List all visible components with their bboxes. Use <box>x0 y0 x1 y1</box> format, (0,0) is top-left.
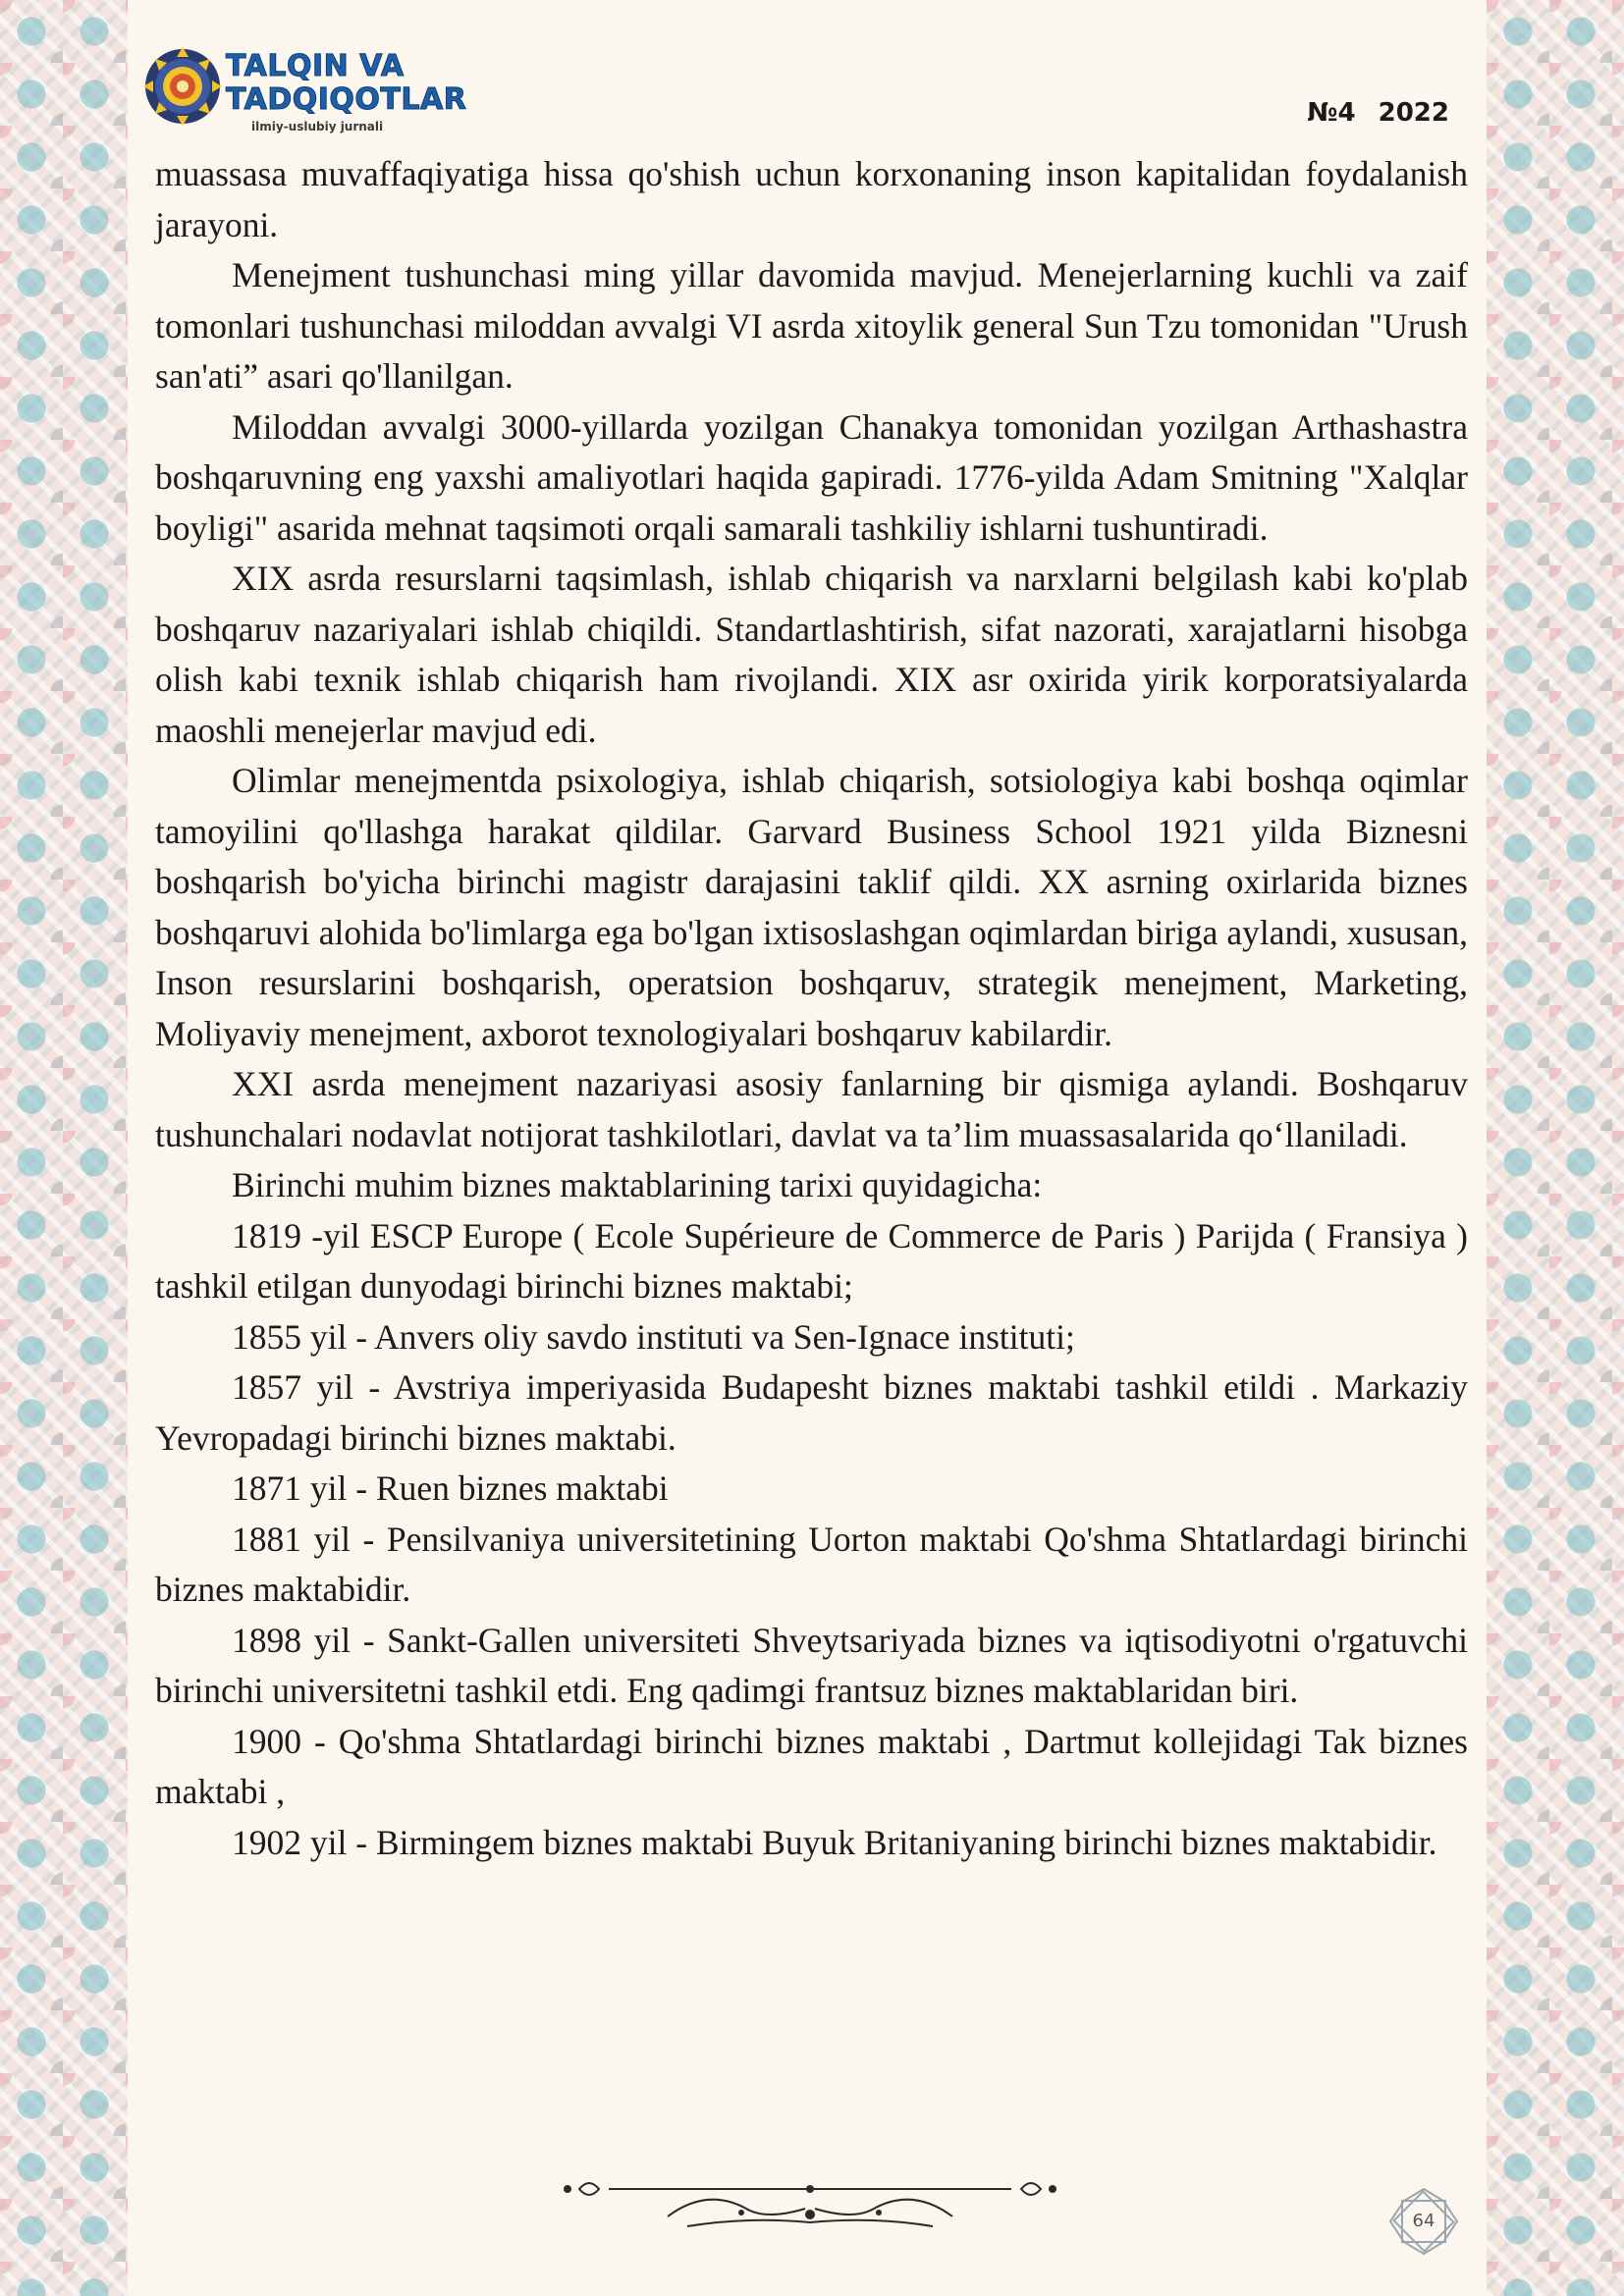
paragraph: XIX asrda resurslarni taqsimlash, ishlab chiqarish va narxlarni belgilash kabi ko'plab boshqaruv nazariyalari ishlab chiqildi. Standartlashtirish, sifat nazorati, xarajatlarni hisobga olish kabi texnik ishlab chiqarish ham rivojlandi. XIX asr oxirida yirik korporatsiyalarda maoshli menejerlar mavjud edi. <box>155 559 1468 750</box>
paragraph: muassasa muvaffaqiyatiga hissa qo'shish uchun korxonaning inson kapitalidan foydalanish jarayoni. <box>155 154 1468 244</box>
list-item: 1900 - Qo'shma Shtatlardagi birinchi biznes maktabi , Dartmut kollejidagi Tak biznes maktabi , <box>155 1721 1468 1811</box>
issue-number: №4 <box>1307 98 1356 128</box>
issue-info <box>1307 98 1449 128</box>
paragraph: XXI asrda menejment nazariyasi asosiy fanlarning bir qismiga aylandi. Boshqaruv tushunchalari nodavlat notijorat tashkilotlari, davlat va ta’lim muassasalarida qo‘llaniladi. <box>155 1064 1468 1154</box>
floral-divider-icon <box>550 2169 1070 2238</box>
journal-logo <box>143 41 467 139</box>
paragraph: Olimlar menejmentda psixologiya, ishlab chiqarish, sotsiologiya kabi boshqa oqimlar tamoyilini qo'llashga harakat qildilar. Garvard Business School 1921 yilda Biznesni boshqarish bo'yicha birinchi magistr darajasini taklif qildi. XX asrning oxirlarida biznes boshqaruvi alohida bo'limlarga ega bo'lgan ixtisoslashgan oqimlardan biriga aylandi, xususan, Inson resurslarini boshqarish, operatsion boshqaruv, strategik menejment, Marketing, Moliyaviy menejment, axborot texnologiyalari boshqaruv kabilardir. <box>155 761 1468 1053</box>
page-number: 64 <box>1412 2211 1435 2231</box>
list-item: 1881 yil - Pensilvaniya universitetining Uorton maktabi Qo'shma Shtatlardagi birinchi biznes maktabidir. <box>155 1519 1468 1609</box>
list-item: 1898 yil - Sankt-Gallen universiteti Shveytsariyada biznes va iqtisodiyotni o'rgatuvchi birinchi universitetni tashkil etdi. Eng qadimgi frantsuz biznes maktablaridan biri. <box>155 1620 1468 1710</box>
list-item: 1857 yil - Avstriya imperiyasida Budapesht biznes maktabi tashkil etildi . Markaziy Yevropadagi birinchi biznes maktabi. <box>155 1367 1468 1458</box>
paragraph: Birinchi muhim biznes maktablarining tarixi quyidagicha: <box>232 1165 1043 1204</box>
article-body <box>155 149 1468 1868</box>
list-item: 1819 -yil ESCP Europe ( Ecole Supérieure de Commerce de Paris ) Parijda ( Fransiya ) tashkil etilgan dunyodagi birinchi biznes maktabi; <box>155 1215 1468 1306</box>
page-number-badge <box>1384 2187 1463 2256</box>
decorative-border-right <box>1487 0 1624 2296</box>
mandala-emblem-icon <box>143 41 226 132</box>
list-item: 1871 yil - Ruen biznes maktabi <box>232 1468 669 1508</box>
issue-year: 2022 <box>1378 98 1449 128</box>
logo-subtitle: ilmiy-uslubiy jurnali <box>251 120 384 133</box>
paragraph: Menejment tushunchasi ming yillar davomida mavjud. Menejerlarning kuchli va zaif tomonlari tushunchasi miloddan avvalgi VI asrda xitoylik general Sun Tzu tomonidan "Urush san'ati” asari qo'llanilgan. <box>155 255 1468 396</box>
decorative-border-left <box>0 0 128 2296</box>
list-item: 1855 yil - Anvers oliy savdo instituti va Sen-Ignace instituti; <box>232 1316 1075 1357</box>
paragraph: Miloddan avvalgi 3000-yillarda yozilgan Chanakya tomonidan yozilgan Arthashastra boshqaruvning eng yaxshi amaliyotlari haqida gapiradi. 1776-yilda Adam Smitning "Xalqlar boyligi" asarida mehnat taqsimoti orqali samarali tashkiliy ishlarni tushuntiradi. <box>155 406 1468 548</box>
logo-title-line2: TADQIQOTLAR <box>226 82 467 117</box>
logo-title-line1: TALQIN VA <box>226 49 405 83</box>
list-item: 1902 yil - Birmingem biznes maktabi Buyuk Britaniyaning birinchi biznes maktabidir. <box>232 1822 1437 1862</box>
